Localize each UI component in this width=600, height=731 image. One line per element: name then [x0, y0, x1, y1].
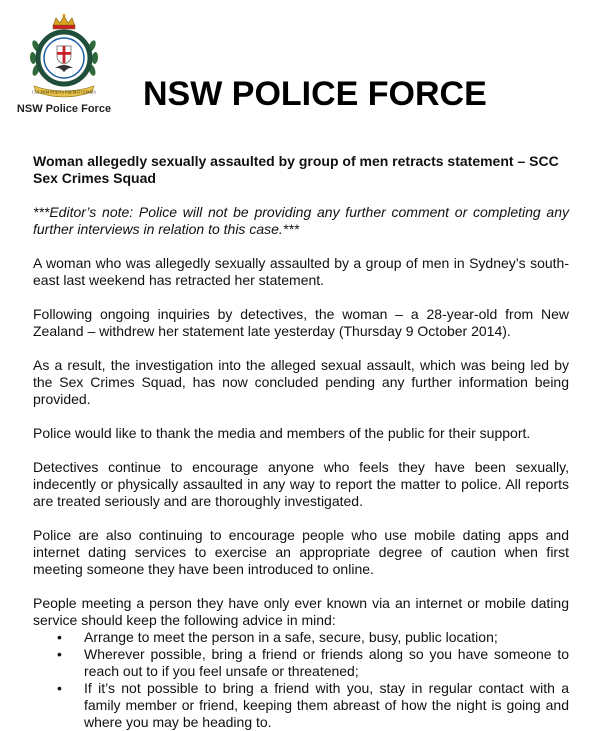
crown-icon: [53, 14, 75, 29]
body-paragraph: As a result, the investigation into the alleged sexual assault, which was being led by the Sex Crimes Squad, has now concluded pending any further information being provided.: [33, 357, 569, 407]
bullet-icon: •: [57, 646, 62, 662]
body-paragraph: Police would like to thank the media and members of the public for their support.: [33, 425, 531, 441]
list-item-text: Wherever possible, bring a friend or friends along so you have someone to reach out to if you feel unsafe or threatened;: [84, 646, 569, 679]
media-release-body: [33, 153, 569, 731]
bullet-icon: •: [57, 680, 62, 696]
list-item-text: If it’s not possible to bring a friend with you, stay in regular contact with a family member or friend, keeping them abreast of how the night is going and where you may be heading to.: [84, 680, 569, 730]
letterhead: [0, 0, 600, 130]
police-badge-icon: [26, 12, 102, 98]
advice-intro: People meeting a person they have only ever known via an internet or mobile dating service should keep the following advice in mind:: [33, 595, 569, 628]
svg-text:CULPAM POENA PREMIT COMES: CULPAM POENA PREMIT COMES: [32, 89, 96, 95]
advice-list: [33, 629, 569, 731]
list-item: [33, 629, 569, 646]
body-paragraph: Following ongoing inquiries by detectives, the woman – a 28-year-old from New Zealand – withdrew her statement late yesterday (Thursday 9 October 2014).: [33, 306, 569, 339]
shield-cross-icon: [57, 46, 71, 64]
editor-note: ***Editor’s note: Police will not be providing any further comment or completing any further interviews in relation to this case.***: [33, 204, 569, 237]
body-paragraph: Detectives continue to encourage anyone who feels they have been sexually, indecently or physically assaulted in any way to report the matter to police. All reports are treated seriously and are thoroughly investigated.: [33, 459, 569, 509]
nsw-police-logo: [12, 10, 116, 120]
logo-caption: NSW Police Force: [16, 103, 112, 115]
body-paragraph: A woman who was allegedly sexually assaulted by a group of men in Sydney’s south-east last weekend has retracted her statement.: [33, 255, 569, 288]
motto-scroll-icon: [32, 86, 96, 97]
page-title: NSW POLICE FORCE: [143, 75, 487, 113]
body-paragraph: Police are also continuing to encourage people who use mobile dating apps and internet dating services to exercise an appropriate degree of caution when first meeting someone they have been introduced to online.: [33, 527, 569, 577]
list-item: [33, 680, 569, 731]
bullet-icon: •: [57, 629, 62, 645]
release-headline: Woman allegedly sexually assaulted by group of men retracts statement – SCC Sex Crimes Squad: [33, 153, 559, 186]
list-item-text: Arrange to meet the person in a safe, secure, busy, public location;: [84, 629, 498, 645]
list-item: [33, 646, 569, 680]
